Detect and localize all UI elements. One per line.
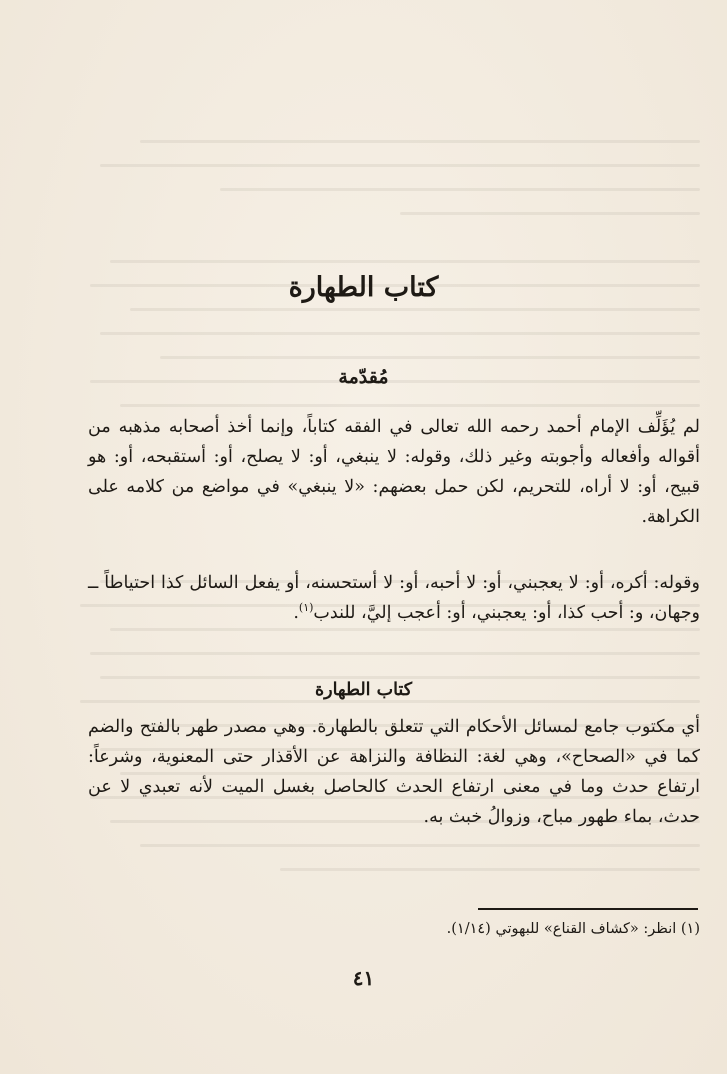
footnote-text: (١) انظر: «كشاف القناع» للبهوتي (١/١٤). — [446, 921, 700, 937]
introduction-heading: مُقدّمة — [338, 366, 389, 388]
footnote-reference[interactable]: (١) — [298, 601, 314, 615]
recommendation-paragraph — [88, 568, 700, 628]
chapter-title: كتاب الطهارة — [288, 272, 439, 303]
recommendation-text: وقوله: أكره، أو: لا يعجبني، أو: لا أحبه، أو: لا أستحسنه، أو يفعل السائل كذا احتياطاً ــ وجهان، و: أحب كذا، أو: يعجبني، أو: أعجب إليَّ، للندب — [88, 573, 700, 623]
intro-paragraph: لم يُؤَلِّف الإمام أحمد رحمه الله تعالى في الفقه كتاباً، وإنما أخذ أصحابه مذهبه من أقواله وأفعاله وأجوبته وغير ذلك، وقوله: لا ينبغي، أو: لا يصلح، أو: أستقبحه، أو: هو قبيح، أو: لا أراه، للتحريم، لكن حمل بعضهم: «لا ينبغي» في مواضع من كلامه على الكراهة. — [88, 417, 700, 527]
sentence-end: . — [293, 603, 299, 623]
section-heading: كتاب الطهارة — [314, 680, 413, 700]
page-number: ٤١ — [352, 966, 375, 990]
purity-definition-paragraph: أي مكتوب جامع لمسائل الأحكام التي تتعلق بالطهارة. وهي مصدر طهر بالفتح والضم كما في «الصحاح»، وهي لغة: النظافة والنزاهة عن الأقذار حتى المعنوية، وشرعاً: ارتفاع حدث وما في معنى ارتفاع الحدث كالحاصل بغسل الميت لأنه تعبدي لا عن حدث، بماء طهور مباح، وزوالُ خبث به. — [88, 717, 700, 827]
footnote-divider — [478, 908, 698, 910]
